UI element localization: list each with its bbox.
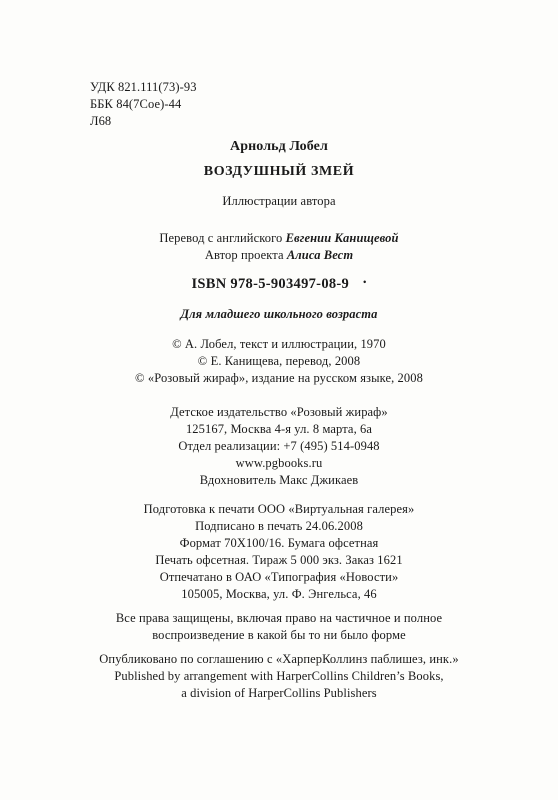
translator-name: Евгении Канищевой — [285, 231, 399, 245]
age-category: Для младшего школьного возраста — [180, 307, 378, 321]
udk-code: УДК 821.111(73)-93 — [90, 80, 197, 94]
copyright-line: © «Розовый жираф», издание на русском языке, 2008 — [135, 371, 423, 385]
book-title: ВОЗДУШНЫЙ ЗМЕЙ — [203, 164, 355, 179]
publisher-line: Вдохновитель Макс Джикаев — [199, 473, 359, 487]
copyright-line: © Е. Канищева, перевод, 2008 — [197, 354, 361, 368]
isbn-number: ISBN 978-5-903497-08-9 — [191, 276, 350, 292]
publisher-line: 125167, Москва 4-я ул. 8 марта, 6а — [185, 422, 373, 436]
project-credit — [0, 248, 558, 263]
printing-line: Отпечатано в ОАО «Типография «Новости» — [159, 570, 399, 584]
isbn-mark: • — [363, 277, 367, 287]
printing-line: Подписано в печать 24.06.2008 — [195, 519, 363, 533]
printing-line: Подготовка к печати ООО «Виртуальная галерея» — [143, 502, 415, 516]
translation-prefix: Перевод с английского — [159, 231, 286, 245]
publisher-line: Детское издательство «Розовый жираф» — [170, 405, 388, 419]
printing-line: 105005, Москва, ул. Ф. Энгельса, 46 — [181, 587, 377, 601]
bbk-code: ББК 84(7Сое)-44 — [90, 97, 182, 111]
printing-line: Печать офсетная. Тираж 5 000 экз. Заказ 1621 — [155, 553, 403, 567]
printing-line: Формат 70Х100/16. Бумага офсетная — [179, 536, 379, 550]
license-line: Опубликовано по соглашению с «ХарперКоллинз паблишез, инк.» — [99, 652, 459, 666]
author-mark-code: Л68 — [90, 114, 112, 128]
book-author: Арнольд Лобел — [230, 139, 328, 154]
copyright-line: © А. Лобел, текст и иллюстрации, 1970 — [172, 337, 386, 351]
rights-line: воспроизведение в какой бы то ни было форме — [152, 628, 406, 642]
publisher-line: Отдел реализации: +7 (495) 514-0948 — [178, 439, 380, 453]
license-line: a division of HarperCollins Publishers — [181, 686, 377, 700]
publisher-website: www.pgbooks.ru — [235, 456, 323, 470]
illustrations-credit: Иллюстрации автора — [222, 194, 336, 208]
translation-credit — [0, 231, 558, 246]
license-line: Published by arrangement with HarperCollins Children’s Books, — [114, 669, 444, 683]
project-prefix: Автор проекта — [204, 248, 287, 262]
isbn-line — [0, 277, 558, 293]
rights-line: Все права защищены, включая право на частичное и полное — [115, 611, 443, 625]
project-author-name: Алиса Вест — [286, 248, 354, 262]
